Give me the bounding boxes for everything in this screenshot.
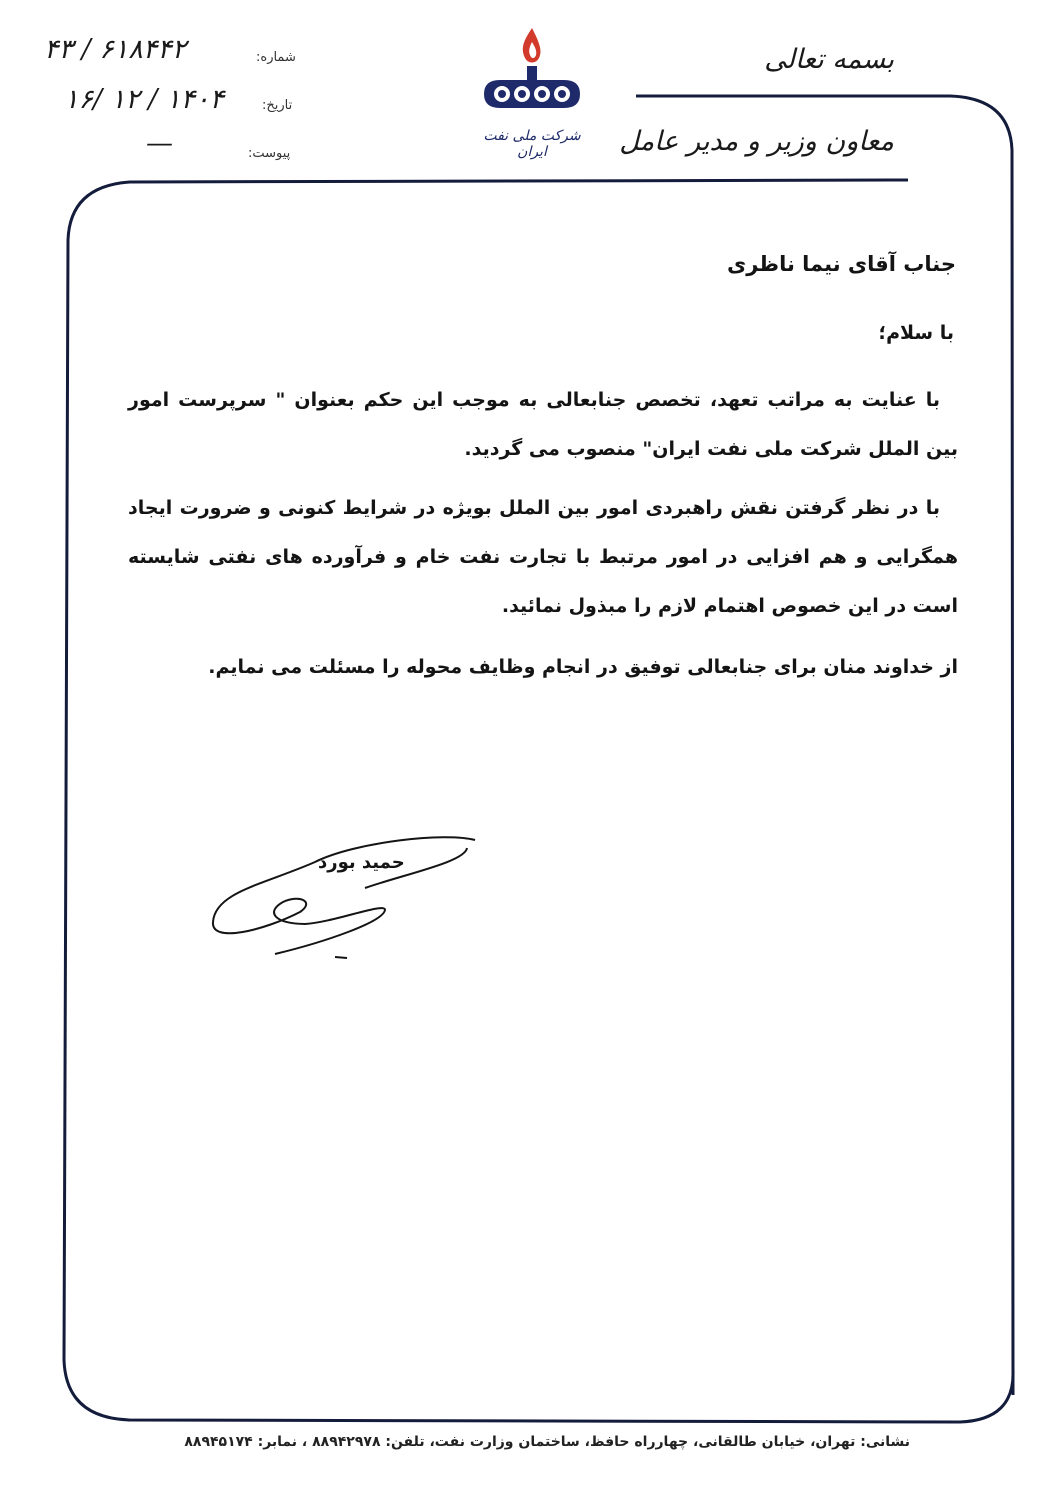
signature-scribble — [205, 832, 485, 967]
signer-name: حمید بورد — [318, 852, 405, 873]
nioc-flame-logo-icon — [470, 24, 594, 124]
number-label: شماره: — [256, 50, 296, 65]
date-label: تاریخ: — [262, 98, 293, 113]
paragraph-mission: با در نظر گرفتن نقش راهبردی امور بین الملل بویژه در شرایط کنونی و ضرورت ایجاد همگرایی و هم افزایی در امور مرتبط با تجارت نفت خام و فرآورده های نفتی شایسته است در این خصوص اهتمام لازم را مبذول نمائید. — [128, 497, 958, 617]
frame-left-line — [64, 180, 1013, 1422]
company-name: شرکت ملی نفت ایران — [483, 128, 581, 160]
paragraph-appointment: با عنایت به مراتب تعهد، تخصص جنابعالی به موجب این حکم بعنوان " سرپرست امور بین الملل شرکت ملی نفت ایران" منصوب می گردید. — [128, 389, 958, 460]
date-value: ۱۴۰۴ / ۱۲ /۱۶ — [64, 84, 224, 115]
attachment-label: پیوست: — [248, 146, 291, 161]
office-title: معاون وزیر و مدیر عامل — [619, 126, 894, 157]
company-logo — [470, 24, 594, 160]
number-value: ۶۱۸۴۴۲ / ۴۳ — [44, 34, 187, 65]
footer-address: نشانی: تهران، خیابان طالقانی، چهارراه حافظ، ساختمان وزارت نفت، تلفن: ۸۸۹۴۲۹۷۸ ، نمابر: ۸۸۹۴۵۱۷۴ — [184, 1434, 910, 1450]
frame-right-line — [636, 96, 1013, 1395]
paragraph-closing: از خداوند منان برای جنابعالی توفیق در انجام وظایف محوله را مسئلت می نمایم. — [208, 656, 958, 678]
bismillah: بسمه تعالی — [764, 44, 894, 75]
recipient: جناب آقای نیما ناظری — [727, 252, 956, 276]
greeting: با سلام؛ — [878, 322, 954, 344]
attachment-value: — — [146, 128, 175, 159]
